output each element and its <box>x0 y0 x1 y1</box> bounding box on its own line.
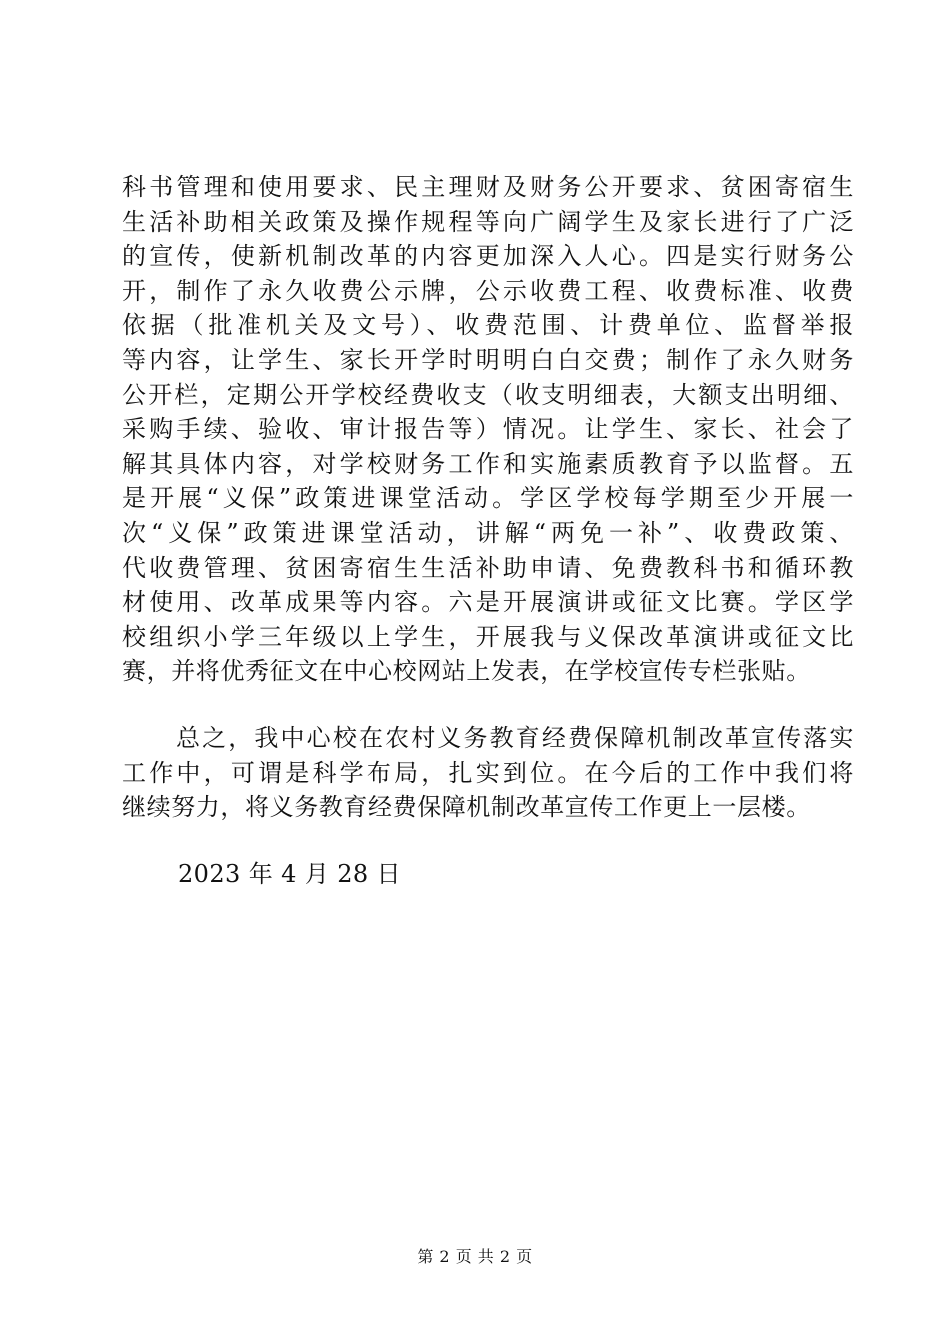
text-line: 依据（批准机关及文号）、收费范围、计费单位、监督举报 <box>122 311 854 340</box>
document-body <box>122 170 854 891</box>
paragraph-2 <box>122 721 854 825</box>
paragraph-spacer <box>122 825 854 857</box>
text-line: 是开展“义保”政策进课堂活动。学区学校每学期至少开展一 <box>122 484 854 513</box>
document-date: 2023 年 4 月 28 日 <box>178 859 402 888</box>
text-line: 采购手续、验收、审计报告等）情况。让学生、家长、社会了 <box>122 415 854 444</box>
text-line: 次“义保”政策进课堂活动，讲解“两免一补”、收费政策、 <box>122 518 854 547</box>
text-line: 继续努力，将义务教育经费保障机制改革宣传工作更上一层楼。 <box>122 793 811 822</box>
text-line: 解其具体内容，对学校财务工作和实施素质教育予以监督。五 <box>122 449 854 478</box>
paragraph-1 <box>122 170 854 689</box>
date-paragraph <box>122 857 854 892</box>
text-line: 工作中，可谓是科学布局，扎实到位。在今后的工作中我们将 <box>122 758 854 787</box>
text-line: 开，制作了永久收费公示牌，公示收费工程、收费标准、收费 <box>122 276 854 305</box>
text-line: 代收费管理、贫困寄宿生生活补助申请、免费教科书和循环教 <box>122 553 854 582</box>
paragraph-spacer <box>122 689 854 721</box>
text-line: 的宣传，使新机制改革的内容更加深入人心。四是实行财务公 <box>122 242 854 271</box>
text-line: 公开栏，定期公开学校经费收支（收支明细表，大额支出明细、 <box>122 380 854 409</box>
text-line: 总之，我中心校在农村义务教育经费保障机制改革宣传落实 <box>176 723 854 752</box>
text-line: 校组织小学三年级以上学生，开展我与义保改革演讲或征文比 <box>122 622 854 651</box>
text-line: 科书管理和使用要求、民主理财及财务公开要求、贫困寄宿生 <box>122 173 854 201</box>
page-footer <box>0 1244 950 1267</box>
text-line: 生活补助相关政策及操作规程等向广阔学生及家长进行了广泛 <box>122 207 854 236</box>
page-number-label: 第 2 页 共 2 页 <box>417 1247 533 1266</box>
text-line: 材使用、改革成果等内容。六是开展演讲或征文比赛。学区学 <box>122 588 854 617</box>
text-line: 等内容，让学生、家长开学时明明白白交费；制作了永久财务 <box>122 345 854 374</box>
text-line: 赛，并将优秀征文在中心校网站上发表，在学校宣传专栏张贴。 <box>122 657 811 686</box>
